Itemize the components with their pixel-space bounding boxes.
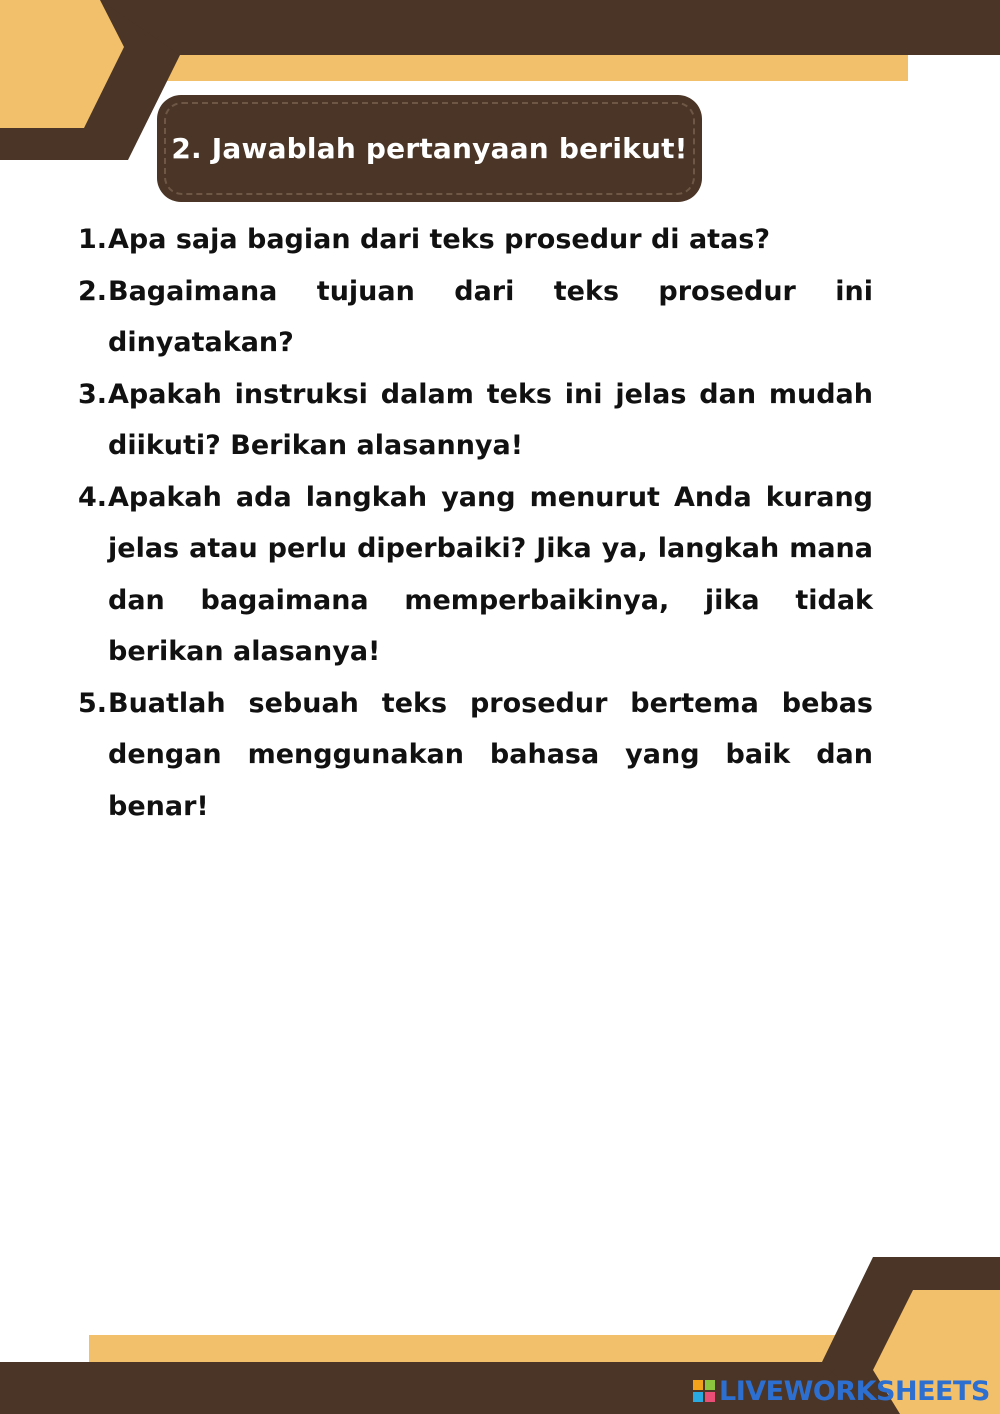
liveworksheets-logo-icon (693, 1380, 715, 1402)
question-number: 5. (77, 687, 107, 719)
title-box (157, 95, 702, 202)
question-text: Bagaimana tujuan dari teks prosedur ini dinyatakan? (108, 275, 873, 358)
question-number: 2. (77, 275, 107, 307)
page-title: 2. Jawablah pertanyaan berikut! (171, 132, 688, 165)
question-number: 1. (77, 224, 107, 255)
question-number: 4. (77, 481, 107, 513)
top-gold-band (150, 55, 908, 81)
question-item (68, 369, 873, 472)
question-text: Apakah instruksi dalam teks ini jelas dan mudah diikuti? Berikan alasannya! (108, 378, 873, 461)
question-text: Apakah ada langkah yang menurut Anda kurang jelas atau perlu diperbaiki? Jika ya, langkah mana dan bagaimana memperbaikinya, jika tidak berikan alasanya! (108, 481, 873, 667)
question-text: Buatlah sebuah teks prosedur bertema bebas dengan menggunakan bahasa yang baik dan benar! (108, 687, 873, 822)
bottom-gold-band (89, 1335, 859, 1362)
question-item (68, 678, 873, 833)
question-text: Apa saja bagian dari teks prosedur di atas? (108, 224, 771, 255)
watermark-text: LIVEWORKSHEETS (719, 1375, 990, 1407)
question-item (68, 214, 873, 266)
question-list (68, 214, 873, 832)
question-number: 3. (77, 378, 107, 410)
question-item (68, 266, 873, 369)
question-item (68, 472, 873, 678)
liveworksheets-watermark[interactable] (693, 1374, 990, 1408)
